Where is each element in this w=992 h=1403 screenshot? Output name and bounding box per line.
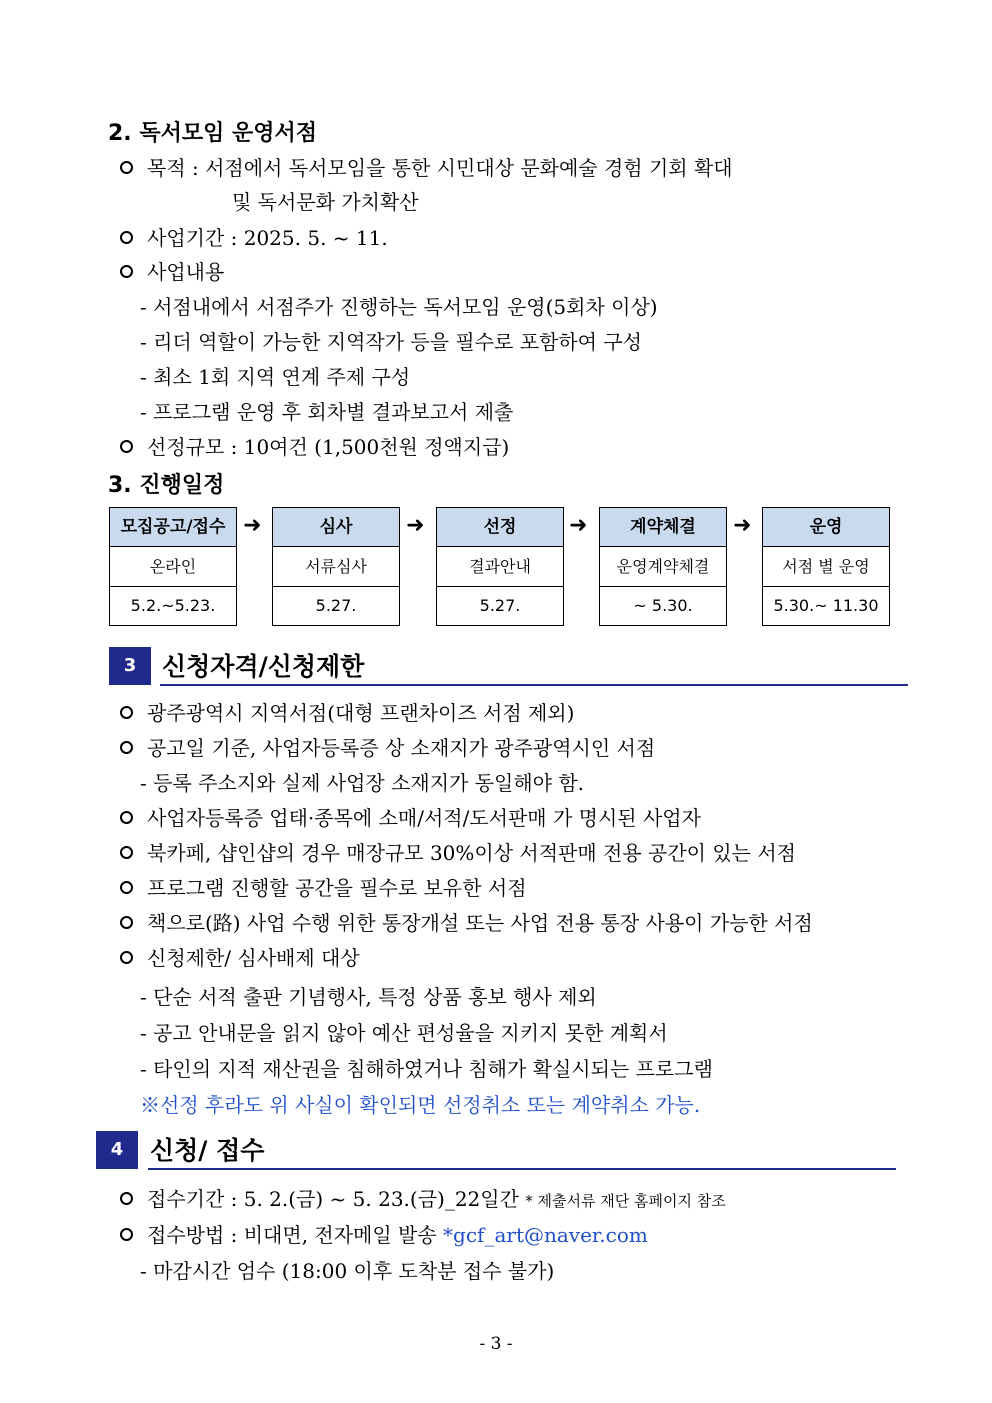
purpose-continuation: 및 독서문화 가치확산 xyxy=(232,190,419,214)
stage-name: 심사 xyxy=(273,508,399,547)
content-item: - 최소 1회 지역 연계 주제 구성 xyxy=(140,365,411,389)
eligibility-text: 신청제한/ 심사배제 대상 xyxy=(147,946,360,970)
stage-review xyxy=(272,507,400,626)
bullet-circle-icon xyxy=(120,265,133,278)
eligibility-text: 북카페, 샵인샵의 경우 매장규모 30%이상 서적판매 전용 공간이 있는 서점 xyxy=(147,841,796,865)
stage-method: 서류심사 xyxy=(273,547,399,587)
stage-method: 결과안내 xyxy=(437,547,563,587)
application-period-item xyxy=(120,1186,726,1214)
eligibility-item xyxy=(120,840,796,866)
eligibility-text: 공고일 기준, 사업자등록증 상 소재지가 광주광역시인 서점 xyxy=(147,736,656,760)
stage-method: 서점 별 운영 xyxy=(763,547,889,587)
section-underline xyxy=(160,684,908,686)
eligibility-item xyxy=(120,945,360,971)
deadline-note: - 마감시간 엄수 (18:00 이후 도착분 접수 불가) xyxy=(140,1259,555,1283)
bullet-circle-icon xyxy=(120,440,133,453)
schedule-title: 3. 진행일정 xyxy=(108,473,225,498)
eligibility-item xyxy=(120,875,527,901)
arrow-right-icon: ➜ xyxy=(406,513,425,538)
content-label: 사업내용 xyxy=(147,260,225,284)
purpose-text: 목적 : 서점에서 독서모임을 통한 시민대상 문화예술 경험 기회 확대 xyxy=(147,156,733,180)
bullet-circle-icon xyxy=(120,951,133,964)
stage-date: 5.30.~ 11.30 xyxy=(773,596,879,615)
eligibility-text: 책으로(路) 사업 수행 위한 통장개설 또는 사업 전용 통장 사용이 가능한 서점 xyxy=(147,911,813,935)
cancellation-note: ※선정 후라도 위 사실이 확인되면 선정취소 또는 계약취소 가능. xyxy=(140,1093,701,1117)
stage-name: 계약체결 xyxy=(600,508,726,547)
eligibility-text: 사업자등록증 업태·종목에 소매/서적/도서판매 가 명시된 사업자 xyxy=(147,806,701,830)
content-item: - 프로그램 운영 후 회차별 결과보고서 제출 xyxy=(140,400,514,424)
content-label-item xyxy=(120,259,224,285)
scale-text: 선정규모 : 10여건 (1,500천원 정액지급) xyxy=(147,435,510,459)
eligibility-text: 광주광역시 지역서점(대형 프랜차이즈 서점 제외) xyxy=(147,701,575,725)
section-2-title: 2. 독서모임 운영서점 xyxy=(108,121,317,146)
stage-recruit xyxy=(109,507,237,626)
content-item: - 리더 역할이 가능한 지역작가 등을 필수로 포함하여 구성 xyxy=(140,330,642,354)
purpose-item xyxy=(120,155,733,181)
eligibility-title: 신청자격/신청제한 xyxy=(162,652,365,681)
page-number: - 3 - xyxy=(479,1334,513,1354)
stage-date: 5.27. xyxy=(315,596,357,615)
restriction-item: - 타인의 지적 재산권을 침해하였거나 침해가 확실시되는 프로그램 xyxy=(140,1057,713,1081)
stage-method: 온라인 xyxy=(110,547,236,587)
stage-name: 선정 xyxy=(437,508,563,547)
bullet-circle-icon xyxy=(120,741,133,754)
arrow-right-icon: ➜ xyxy=(243,513,262,538)
application-method-item xyxy=(120,1222,648,1248)
bullet-circle-icon xyxy=(120,706,133,719)
bullet-circle-icon xyxy=(120,231,133,244)
bullet-circle-icon xyxy=(120,846,133,859)
eligibility-item xyxy=(120,700,574,726)
bullet-circle-icon xyxy=(120,161,133,174)
period-text: 사업기간 : 2025. 5. ~ 11. xyxy=(147,226,388,250)
content-item: - 서점내에서 서점주가 진행하는 독서모임 운영(5회차 이상) xyxy=(140,295,658,319)
section-number-badge: 3 xyxy=(109,647,151,685)
period-note: * 제출서류 재단 홈페이지 참조 xyxy=(525,1192,726,1210)
application-title: 신청/ 접수 xyxy=(150,1136,265,1165)
stage-method: 운영계약체결 xyxy=(600,547,726,587)
arrow-right-icon: ➜ xyxy=(569,513,588,538)
application-method-text: 접수방법 : 비대면, 전자메일 발송 xyxy=(147,1223,444,1247)
eligibility-item xyxy=(120,735,655,761)
stage-date: 5.2.~5.23. xyxy=(130,596,216,615)
scale-item xyxy=(120,434,509,460)
restriction-item: - 단순 서적 출판 기념행사, 특정 상품 홍보 행사 제외 xyxy=(140,985,597,1009)
stage-name: 모집공고/접수 xyxy=(110,508,236,547)
arrow-right-icon: ➜ xyxy=(733,513,752,538)
stage-operation xyxy=(762,507,890,626)
eligibility-sub-item: - 등록 주소지와 실제 사업장 소재지가 동일해야 함. xyxy=(140,771,585,795)
bullet-circle-icon xyxy=(120,1192,133,1205)
stage-name: 운영 xyxy=(763,508,889,547)
period-item xyxy=(120,225,388,251)
stage-date: 5.27. xyxy=(479,596,521,615)
restriction-item: - 공고 안내문을 읽지 않아 예산 편성율을 지키지 못한 계획서 xyxy=(140,1021,668,1045)
bullet-circle-icon xyxy=(120,916,133,929)
eligibility-item xyxy=(120,910,813,936)
bullet-circle-icon xyxy=(120,1228,133,1241)
stage-contract xyxy=(599,507,727,626)
section-underline xyxy=(148,1168,896,1170)
section-number-badge: 4 xyxy=(96,1131,138,1169)
application-period-text: 접수기간 : 5. 2.(금) ~ 5. 23.(금)_22일간 xyxy=(147,1187,519,1211)
email-link[interactable]: *gcf_art@naver.com xyxy=(443,1223,648,1247)
bullet-circle-icon xyxy=(120,881,133,894)
stage-selection xyxy=(436,507,564,626)
bullet-circle-icon xyxy=(120,811,133,824)
eligibility-item xyxy=(120,805,701,831)
eligibility-text: 프로그램 진행할 공간을 필수로 보유한 서점 xyxy=(147,876,527,900)
stage-date: ~ 5.30. xyxy=(633,596,693,615)
